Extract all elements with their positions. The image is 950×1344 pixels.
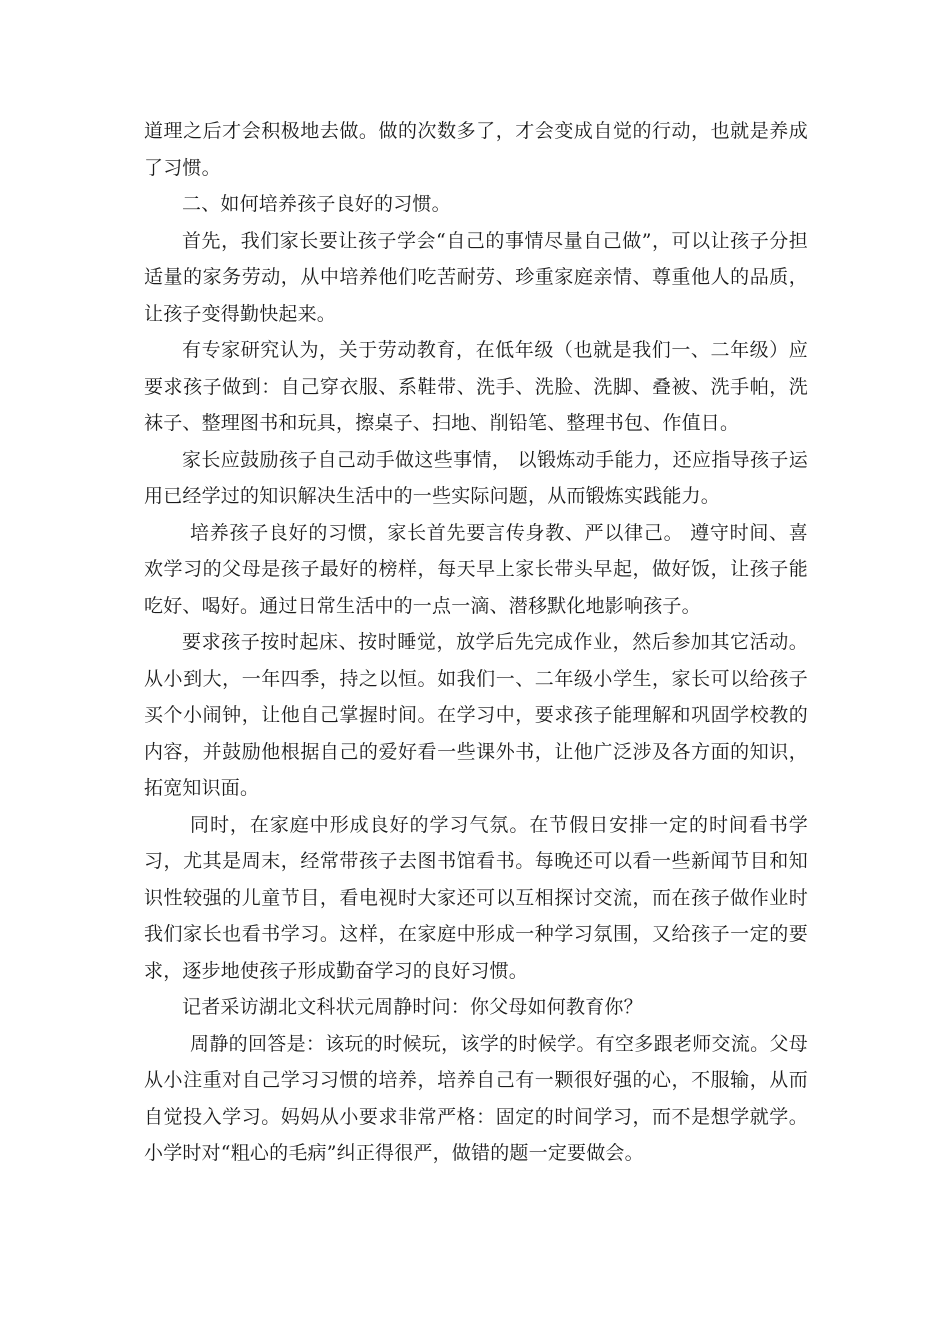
paragraph: 同时，在家庭中形成良好的学习气氛。在节假日安排一定的时间看书学习，尤其是周末，经常带孩子去图书馆看书。每晚还可以看一些新闻节目和知识性较强的儿童节目，看电视时大家还可以互相探讨交流，而在孩子做作业时我们家长也看书学习。这样，在家庭中形成一种学习氛围，又给孩子一定的要求，逐步地使孩子形成勤奋学习的良好习惯。 xyxy=(144,813,808,982)
paragraph: 培养孩子良好的习惯，家长首先要言传身教、严以律己。 遵守时间、喜欢学习的父母是孩子最好的榜样，每天早上家长带头早起，做好饭，让孩子能吃好、喝好。通过日常生活中的一点一滴、潜移默化地影响孩子。 xyxy=(144,521,808,617)
section-heading: 二、如何培养孩子良好的习惯。 xyxy=(182,193,451,215)
paragraph: 周静的回答是：该玩的时候玩，该学的时候学。有空多跟老师交流。父母从小注重对自己学习习惯的培养，培养自己有一颗很好强的心，不服输，从而自觉投入学习。妈妈从小要求非常严格：固定的时间学习，而不是想学就学。小学时对“粗心的毛病”纠正得很严，做错的题一定要做会。 xyxy=(144,1032,808,1164)
paragraph: 家长应鼓励孩子自己动手做这些事情， 以锻炼动手能力，还应指导孩子运用已经学过的知识解决生活中的一些实际问题，从而锻炼实践能力。 xyxy=(144,448,808,507)
paragraph: 记者采访湖北文科状元周静时问：你父母如何教育你？ xyxy=(182,996,643,1018)
paragraph: 有专家研究认为，关于劳动教育，在低年级（也就是我们一、二年级）应要求孩子做到：自己穿衣服、系鞋带、洗手、洗脸、洗脚、叠被、洗手帕，洗袜子、整理图书和玩具，擦桌子、扫地、削铅笔、整理书包、作值日。 xyxy=(144,339,808,434)
paragraph: 要求孩子按时起床、按时睡觉，放学后先完成作业，然后参加其它活动。从小到大，一年四季，持之以恒。如我们一、二年级小学生，家长可以给孩子买个小闹钟，让他自己掌握时间。在学习中，要求孩子能理解和巩固学校教的内容，并鼓励他根据自己的爱好看一些课外书，让他广泛涉及各方面的知识，拓宽知识面。 xyxy=(144,631,808,799)
paragraph-continuation: 道理之后才会积极地去做。做的次数多了，才会变成自觉的行动，也就是养成了习惯。 xyxy=(144,120,808,179)
document-body xyxy=(144,113,808,1172)
paragraph: 首先，我们家长要让孩子学会“自己的事情尽量自己做”，可以让孩子分担适量的家务劳动，从中培养他们吃苦耐劳、珍重家庭亲情、尊重他人的品质，让孩子变得勤快起来。 xyxy=(144,229,808,325)
